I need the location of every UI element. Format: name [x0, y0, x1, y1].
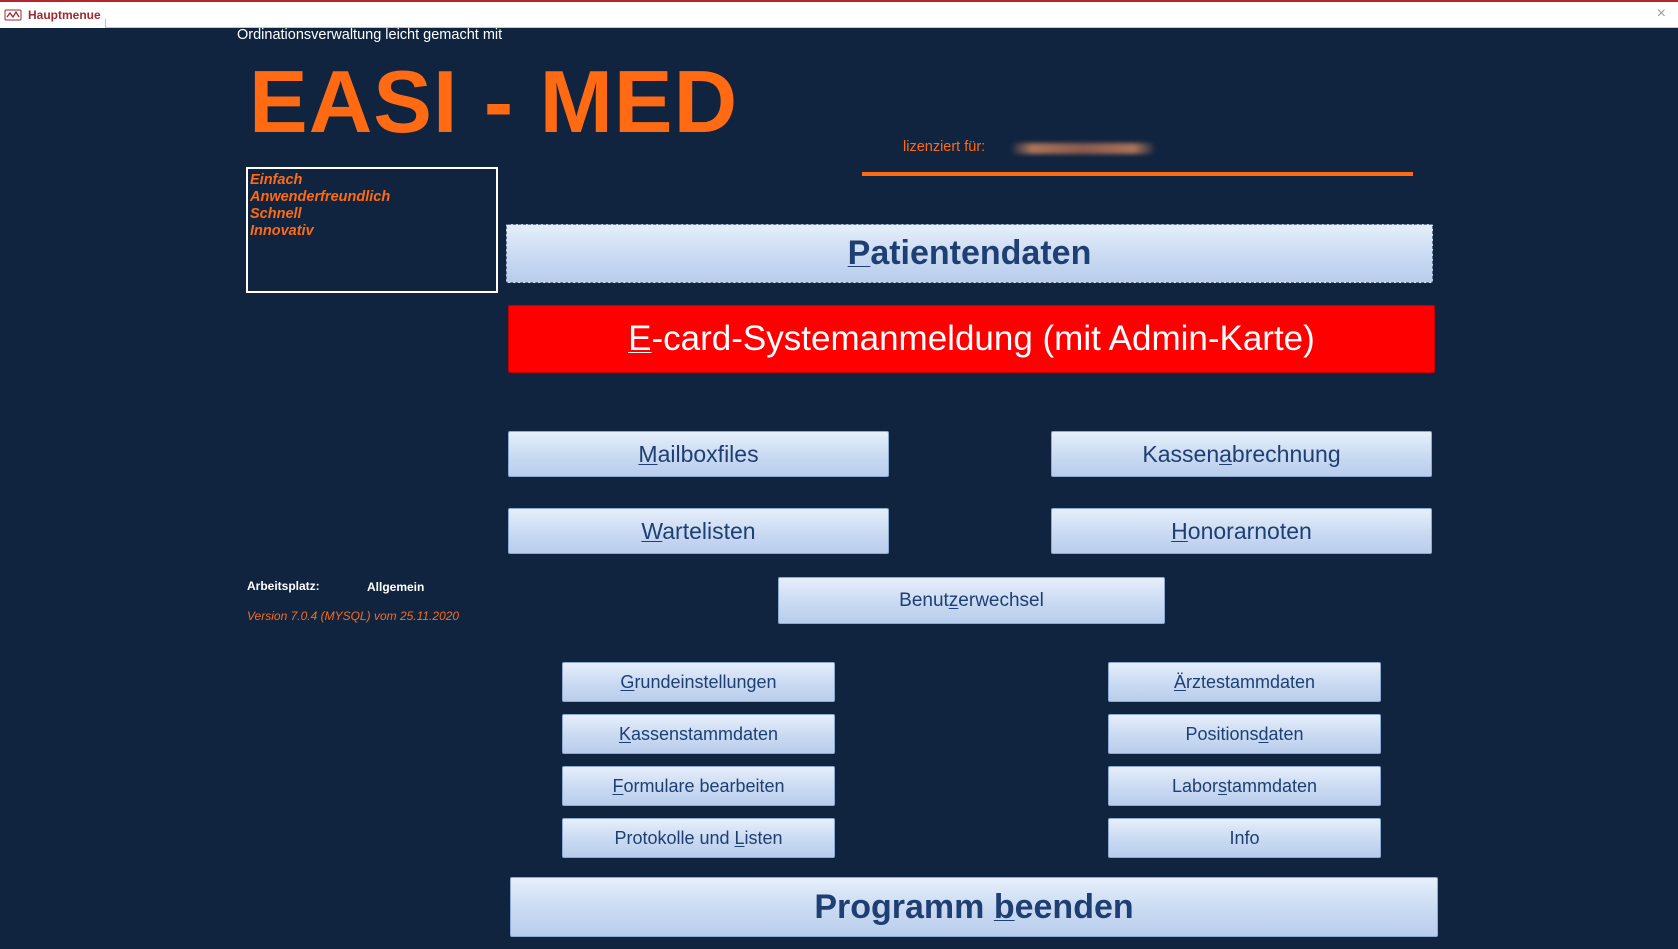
button-label: Grundeinstellungen [620, 671, 777, 692]
button-label: Ärztestammdaten [1173, 671, 1316, 692]
button-label: Info [1229, 827, 1260, 848]
honorarnoten-button[interactable] [1051, 508, 1432, 554]
license-holder-redacted [1010, 143, 1156, 154]
button-label: E-card-Systemanmeldung (mit Admin-Karte) [628, 319, 1315, 358]
button-label: Protokolle und Listen [614, 827, 783, 848]
kassenabrechnung-button[interactable] [1051, 431, 1432, 477]
app-icon [4, 8, 22, 22]
motto-line: Einfach [250, 172, 303, 188]
programm-beenden-button[interactable] [510, 877, 1438, 937]
tab-title: Hauptmenue [28, 8, 101, 22]
header-divider [862, 172, 1413, 176]
info-button[interactable] [1108, 818, 1381, 858]
button-label: Wartelisten [641, 517, 756, 544]
motto-line: Anwenderfreundlich [250, 189, 391, 205]
button-label: Kassenstammdaten [618, 723, 779, 744]
button-label: Benutzerwechsel [899, 589, 1044, 611]
workstation-value: Allgemein [367, 580, 425, 594]
button-label: Kassenabrechnung [1142, 440, 1341, 467]
mailboxfiles-button[interactable] [508, 431, 889, 477]
button-label: Laborstammdaten [1171, 775, 1318, 796]
benutzerwechsel-button[interactable] [778, 577, 1165, 624]
workstation-label: Arbeitsplatz: [247, 579, 320, 593]
close-icon[interactable]: × [1656, 5, 1666, 22]
license-label: lizenziert für: [903, 139, 986, 155]
formulare-bearbeiten-button[interactable] [562, 766, 835, 806]
tab-hauptmenue[interactable] [0, 2, 106, 28]
motto-line: Innovativ [250, 223, 314, 239]
tagline: Ordinationsverwaltung leicht gemacht mit [237, 27, 503, 43]
ecard-login-button[interactable] [508, 305, 1435, 373]
laborstammdaten-button[interactable] [1108, 766, 1381, 806]
protokolle-listen-button[interactable] [562, 818, 835, 858]
button-label: Honorarnoten [1171, 517, 1312, 544]
motto-box [246, 167, 498, 293]
positionsdaten-button[interactable] [1108, 714, 1381, 754]
brand-logo-text: EASI - MED [249, 52, 739, 151]
grundeinstellungen-button[interactable] [562, 662, 835, 702]
button-label: Mailboxfiles [638, 440, 759, 467]
version-info: Version 7.0.4 (MYSQL) vom 25.11.2020 [247, 609, 460, 623]
wartelisten-button[interactable] [508, 508, 889, 554]
kassenstammdaten-button[interactable] [562, 714, 835, 754]
title-bar [0, 0, 1678, 28]
button-label: Formulare bearbeiten [612, 775, 785, 796]
button-label: Programm beenden [814, 887, 1134, 926]
patientendaten-button[interactable] [506, 224, 1433, 283]
button-label: Patientendaten [847, 234, 1092, 272]
button-label: Positionsdaten [1185, 723, 1304, 744]
aerztestammdaten-button[interactable] [1108, 662, 1381, 702]
motto-line: Schnell [250, 206, 302, 222]
